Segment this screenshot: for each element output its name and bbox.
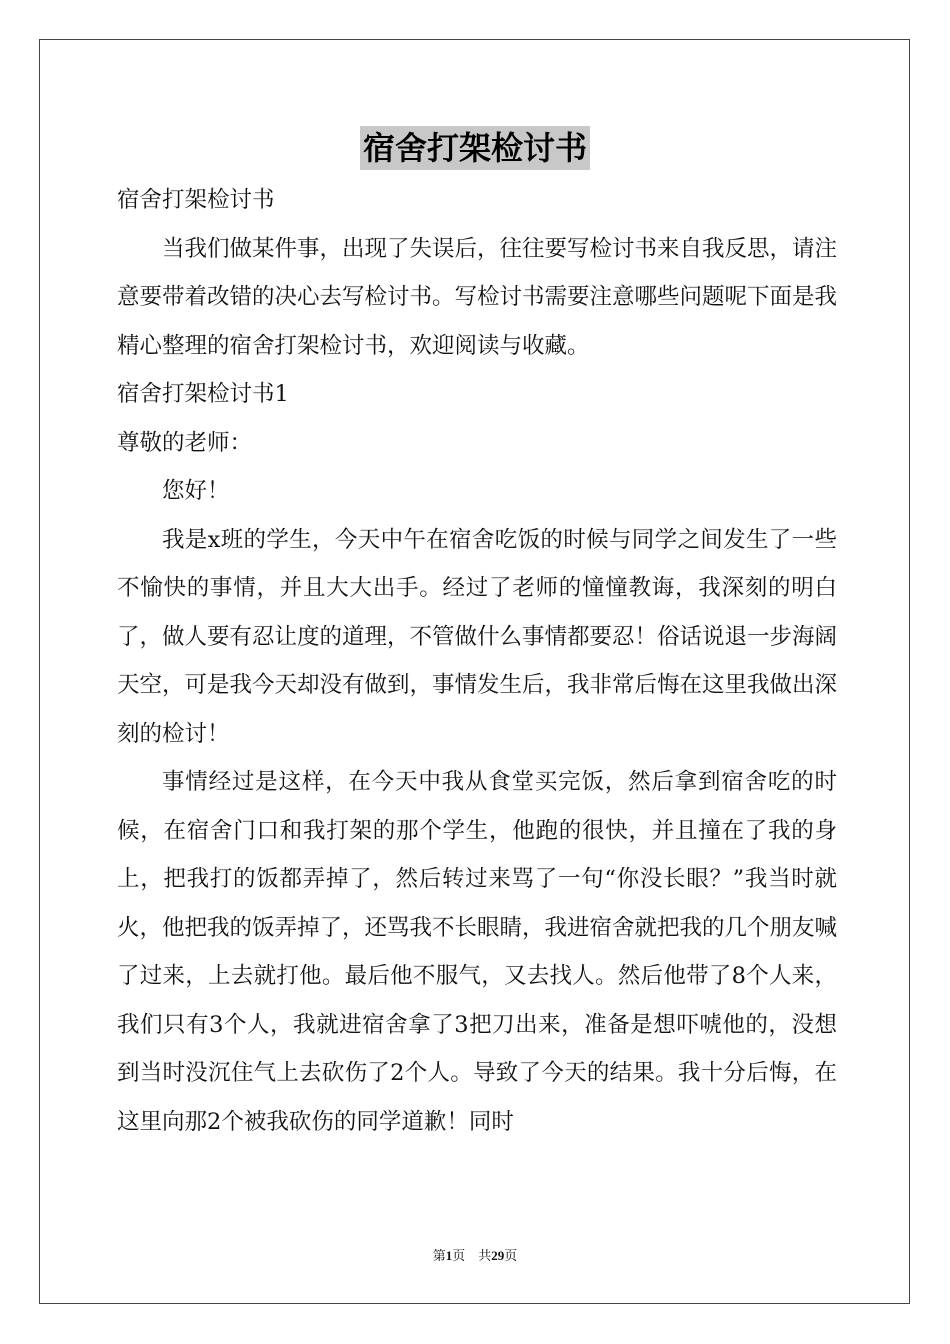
document-title — [0, 126, 950, 170]
footer-page-total: 29 — [491, 1248, 505, 1263]
body-paragraph: 我是x班的学生，今天中午在宿舍吃饭的时候与同学之间发生了一些不愉快的事情，并且大大出手。经过了老师的憧憧教诲，我深刻的明白了，做人要有忍让度的道理，不管做什么事情都要忍！俗话说退一步海阔天空，可是我今天却没有做到，事情发生后，我非常后悔在这里我做出深刻的检讨！ — [117, 526, 838, 747]
document-body — [117, 176, 837, 1146]
section-heading-1: 宿舍打架检讨书1 — [117, 381, 289, 407]
footer-prefix: 第 — [432, 1249, 446, 1264]
document-title-text: 宿舍打架检讨书 — [360, 126, 590, 170]
footer-suffix: 页 — [504, 1249, 518, 1264]
body-paragraph: 事情经过是这样，在今天中我从食堂买完饭，然后拿到宿舍吃的时候，在宿舍门口和我打架的那个学生，他跑的很快，并且撞在了我的身上，把我打的饭都弄掉了，然后转过来骂了一句“你没长眼？”我当时就火，他把我的饭弄掉了，还骂我不长眼睛，我进宿舍就把我的几个朋友喊了过来，上去就打他。最后他不服气，又去找人。然后他带了8个人来，我们只有3个人，我就进宿舍拿了3把刀出来，准备是想吓唬他的，没想到当时没沉住气上去砍伤了2个人。导致了今天的结果。我十分后悔，在这里向那2个被我砍伤的同学道歉！同时 — [117, 769, 838, 1135]
intro-paragraph: 当我们做某件事，出现了失误后，往往要写检讨书来自我反思，请注意要带着改错的决心去写检讨书。写检讨书需要注意哪些问题呢下面是我精心整理的宿舍打架检讨书，欢迎阅读与收藏。 — [117, 235, 838, 359]
section-heading: 宿舍打架检讨书 — [117, 187, 275, 213]
greeting: 您好！ — [162, 478, 230, 504]
salutation: 尊敬的老师： — [117, 429, 253, 456]
footer-page-number: 1 — [445, 1248, 453, 1263]
footer-middle: 页 共 — [452, 1249, 492, 1264]
page-footer — [0, 1245, 950, 1264]
